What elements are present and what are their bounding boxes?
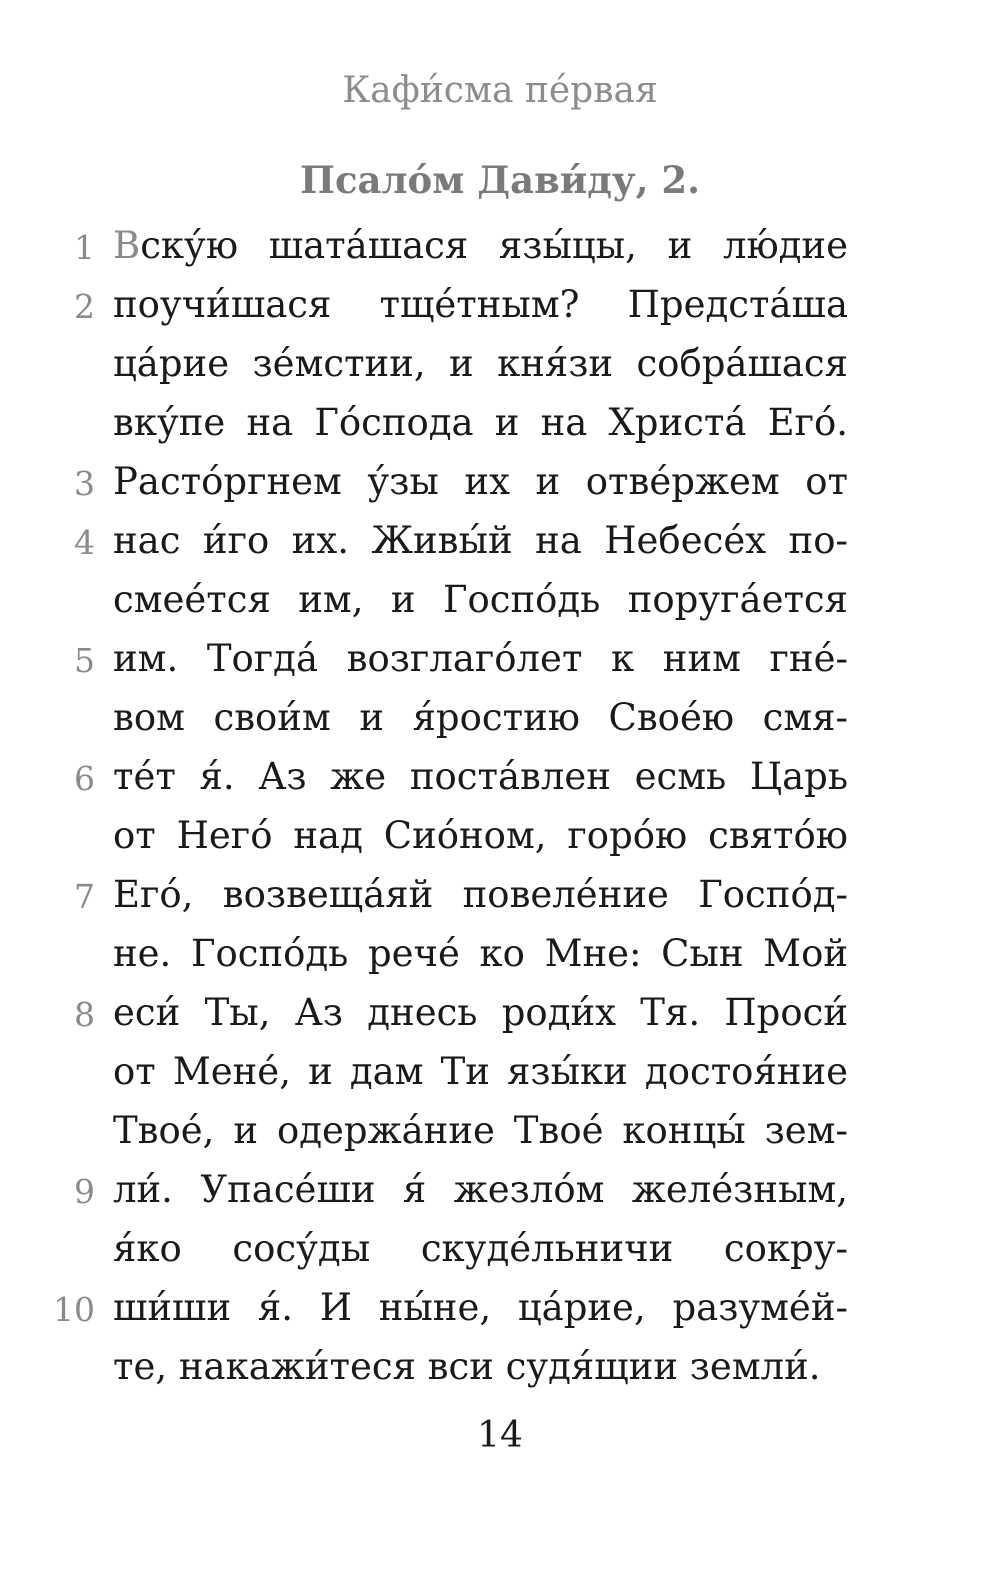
text-line <box>0 275 1000 334</box>
line-text: нас и́го их. Живы́й на Небесе́х по- <box>113 519 848 562</box>
line-text: вом свои́м и я́ростию Свое́ю смя- <box>113 696 848 739</box>
verse-number: 5 <box>74 641 95 680</box>
line-text: те́т я́. Аз же поста́влен есмь Царь <box>113 755 848 798</box>
text-line <box>0 983 1000 1042</box>
text-line <box>0 393 1000 452</box>
text-line <box>0 688 1000 747</box>
line-text: от Мене́, и дам Ти язы́ки достоя́ние <box>113 1050 848 1093</box>
line-text: ши́ши я́. И ны́не, ца́рие, разуме́й- <box>113 1286 848 1329</box>
line-text: ца́рие зе́мстии, и кня́зи собра́шася <box>113 342 848 385</box>
psalm-text <box>0 216 1000 1396</box>
line-text: Расто́ргнем у́зы их и отве́ржем от <box>113 460 848 503</box>
text-line <box>0 1160 1000 1219</box>
line-text: я́ко сосу́ды скуде́льничи сокру- <box>113 1227 848 1270</box>
line-text-rest: ску́ю шата́шася язы́цы, и лю́дие <box>140 224 848 267</box>
text-line <box>0 747 1000 806</box>
text-line <box>0 806 1000 865</box>
verse-number: 8 <box>74 995 95 1034</box>
text-line <box>0 1101 1000 1160</box>
text-line <box>0 629 1000 688</box>
verse-number: 4 <box>74 523 95 562</box>
text-line <box>0 216 1000 275</box>
text-line <box>0 570 1000 629</box>
line-text: те, накажи́теся вси судя́щии земли́. <box>113 1345 821 1388</box>
running-head: Кафи́сма пе́рвая <box>342 70 658 111</box>
line-text: поучи́шася тще́тным? Предста́ша <box>113 283 848 326</box>
line-text: Его́, возвеща́яй повеле́ние Госпо́д- <box>113 873 848 916</box>
text-line <box>0 924 1000 983</box>
text-line <box>0 511 1000 570</box>
line-text: еси́ Ты, Аз днесь роди́х Тя. Проси́ <box>113 991 848 1034</box>
text-line <box>0 1042 1000 1101</box>
text-line <box>0 452 1000 511</box>
text-line <box>0 1219 1000 1278</box>
text-line <box>0 1337 1000 1396</box>
line-text: смее́тся им, и Госпо́дь поруга́ется <box>113 578 848 621</box>
page-number: 14 <box>477 1415 523 1456</box>
line-text <box>113 216 848 275</box>
verse-number: 9 <box>74 1172 95 1211</box>
verse-number: 6 <box>74 759 95 798</box>
line-text: не. Госпо́дь рече́ ко Мне: Сын Мой <box>113 932 848 975</box>
verse-number: 7 <box>74 877 95 916</box>
psalm-title: Псало́м Дави́ду, 2. <box>300 158 700 202</box>
line-text: ли́. Упасе́ши я́ жезло́м желе́зным, <box>113 1168 848 1211</box>
line-text: им. Тогда́ возглаго́лет к ним гне́- <box>113 637 848 680</box>
line-text: от Него́ над Сио́ном, горо́ю свято́ю <box>113 814 848 857</box>
line-text: Твое́, и одержа́ние Твое́ концы́ зем- <box>113 1109 848 1152</box>
verse-number: 10 <box>53 1290 95 1329</box>
verse-number: 2 <box>74 287 95 326</box>
verse-number: 3 <box>74 464 95 503</box>
text-line <box>0 1278 1000 1337</box>
initial-letter: В <box>113 224 141 267</box>
line-text: вку́пе на Го́спода и на Христа́ Его́. <box>113 401 848 444</box>
verse-number: 1 <box>74 228 95 267</box>
text-line <box>0 334 1000 393</box>
text-line <box>0 865 1000 924</box>
